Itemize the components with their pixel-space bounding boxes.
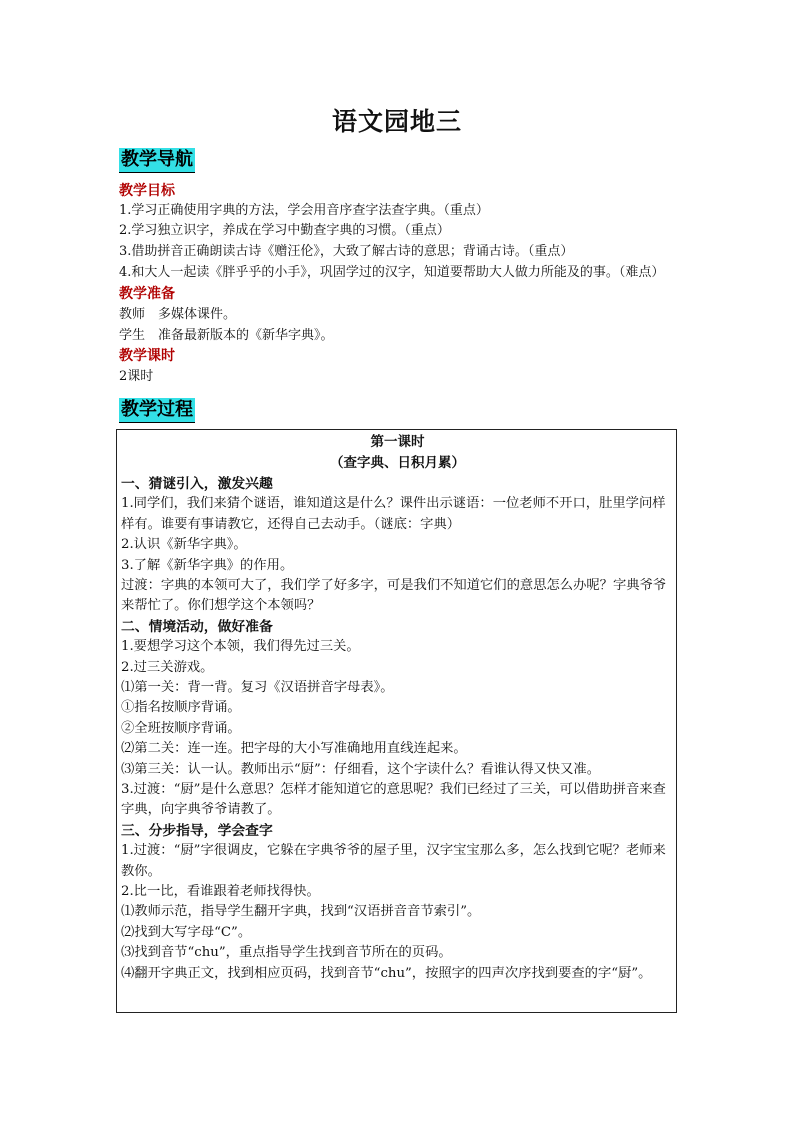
prep-heading: 教学准备 (119, 286, 175, 302)
section-heading-process: 教学过程 (119, 398, 195, 423)
lesson-line: 3.过渡：“厨”是什么意思？怎样才能知道它的意思呢？我们已经过了三关，可以借助拼音来查字典，向字典爷爷请教了。 (121, 782, 666, 818)
hours-value: 2课时 (119, 369, 154, 384)
lesson-line: ⑴第一关：背一背。复习《汉语拼音字母表》。 (121, 680, 394, 695)
lesson-line: 1.要想学习这个本领，我们得先过三关。 (121, 639, 360, 655)
prep-item: 教师 多媒体课件。 (119, 307, 237, 322)
section-heading-nav: 教学导航 (119, 148, 195, 173)
lesson-line: ⑵第二关：连一连。把字母的大小写准确地用直线连起来。 (121, 741, 467, 757)
lesson-line: 2.过三关游戏。 (121, 659, 214, 675)
goal-item: 1.学习正确使用字典的方法，学会用音序查字法查字典。（重点） (119, 203, 489, 218)
hours-heading: 教学课时 (119, 348, 175, 364)
lesson-subtitle: （查字典、日积月累） (330, 455, 465, 471)
goals-heading: 教学目标 (119, 183, 175, 199)
lesson-line: 1.同学们，我们来猜个谜语，谁知道这是什么？课件出示谜语：一位老师不开口，肚里学问样样有。谁要有事请教它，还得自己去动手。（谜底：字典） (121, 496, 666, 532)
lesson-line: ⑷翻开字典正文，找到相应页码，找到音节“chu”，按照字的四声次序找到要查的字“厨”。 (121, 965, 652, 981)
lesson-line: ②全班按顺序背诵。 (121, 720, 241, 736)
goal-item: 4.和大人一起读《胖乎乎的小手》，巩固学过的汉字，知道要帮助大人做力所能及的事。（难点） (119, 265, 665, 280)
lesson-title: 第一课时 (370, 434, 425, 450)
lesson-line: ⑴教师示范，指导学生翻开字典，找到“汉语拼音音节索引”。 (121, 904, 481, 920)
lesson-line: ⑶第三关：认一认。教师出示“厨”：仔细看，这个字读什么？看谁认得又快又准。 (121, 761, 600, 777)
goal-item: 2.学习独立识字，养成在学习中勤查字典的习惯。（重点） (119, 223, 450, 238)
lesson-box (116, 429, 677, 1013)
goal-item: 3.借助拼音正确朗读古诗《赠汪伦》，大致了解古诗的意思；背诵古诗。（重点） (119, 244, 574, 259)
lesson-line: ⑶找到音节“chu”，重点指导学生找到音节所在的页码。 (121, 945, 452, 961)
lesson-line: 3.了解《新华字典》的作用。 (121, 557, 294, 573)
lesson-line: ⑵找到大写字母“C”。 (121, 924, 252, 940)
page-title: 语文园地三 (331, 107, 462, 136)
lesson-line: 过渡：字典的本领可大了，我们学了好多字，可是我们不知道它们的意思怎么办呢？字典爷爷来帮忙了。你们想学这个本领吗？ (121, 578, 667, 614)
prep-item: 学生 准备最新版本的《新华字典》。 (119, 328, 334, 343)
lesson-line: 1.过渡：“厨”字很调皮，它躲在字典爷爷的屋子里，汉字宝宝那么多，怎么找到它呢？老师来教你。 (121, 843, 666, 879)
lesson-line: 2.比一比，看谁跟着老师找得快。 (121, 884, 320, 899)
lesson-step-heading: 三、分步指导，学会查字 (121, 822, 273, 839)
lesson-line: 2.认识《新华字典》。 (121, 537, 247, 553)
lesson-step-heading: 一、猜谜引入，激发兴趣 (121, 476, 273, 492)
lesson-step-heading: 二、情境活动，做好准备 (121, 618, 273, 635)
lesson-line: ①指名按顺序背诵。 (121, 700, 241, 716)
